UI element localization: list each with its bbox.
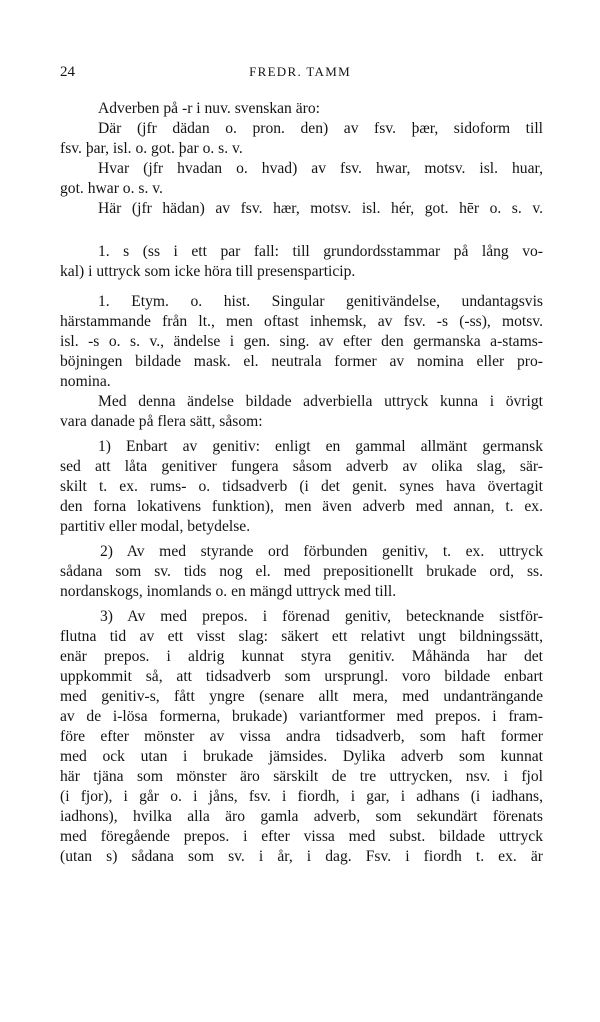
text-line: 1. s (ss i ett par fall: till grundordsstammar på lång vo- bbox=[98, 243, 543, 260]
text-line: Här (jfr hädan) av fsv. hær, motsv. isl. hér, got. hēr o. s. v. bbox=[98, 200, 543, 217]
text-line: den forna lokativens funktion), men även adverb med annan, t. ex. bbox=[60, 498, 543, 515]
text-line: nordanskogs, inomlands o. en mängd uttryck med till. bbox=[60, 583, 397, 600]
text-line: 2) Av med styrande ord förbunden genitiv, t. ex. uttryck bbox=[100, 543, 543, 560]
running-head: FREDR. TAMM bbox=[249, 64, 351, 79]
text-line: (i fjor), i går o. i jåns, fsv. i fiordh, i gar, i adhans (i iadhans, bbox=[60, 788, 543, 805]
text-line: skilt t. ex. rums- o. tidsadverb (i det genit. synes hava övertagit bbox=[60, 478, 543, 495]
text-line: Där (jfr dädan o. pron. den) av fsv. þær, sidoform till bbox=[98, 120, 543, 137]
text-line: här tjäna som mönster äro särskilt de tre uttrycken, nsv. i fjol bbox=[60, 768, 543, 785]
text-line: iadhons), hvilka alla äro gamla adverb, som sekundärt förenats bbox=[60, 808, 543, 825]
text-line: flutna tid av ett visst slag: säkert ett relativt ungt bildningssätt, bbox=[60, 628, 543, 645]
text-line: före efter mönster av vissa andra tidsadverb, som haft former bbox=[60, 728, 543, 745]
text-line: enär prepos. i aldrig kunnat styra genitiv. Måhända har det bbox=[60, 648, 543, 665]
text-line: härstammande från lt., men oftast inhemsk, av fsv. -s (-ss), motsv. bbox=[60, 313, 543, 330]
text-line: böjningen bildade mask. el. neutrala former av nomina eller pro- bbox=[60, 353, 543, 370]
text-line: partitiv eller modal, betydelse. bbox=[60, 518, 251, 535]
text-line: kal) i uttryck som icke höra till presensparticip. bbox=[60, 263, 356, 280]
text-line: Med denna ändelse bildade adverbiella uttryck kunna i övrigt bbox=[98, 393, 543, 410]
text-line: med ock utan i brukade jämsides. Dylika adverb som kunnat bbox=[60, 748, 543, 765]
text-line: (utan s) sådana som sv. i år, i dag. Fsv. i fiordh t. ex. är bbox=[60, 848, 543, 865]
text-line: Adverben på -r i nuv. svenskan äro: bbox=[98, 100, 320, 117]
text-line: sed att låta genitiver fungera såsom adverb av olika slag, sär- bbox=[60, 458, 543, 475]
text-line: sådana som sv. tids nog el. med prepositionellt brukade ord, ss. bbox=[60, 563, 543, 580]
text-line: Hvar (jfr hvadan o. hvad) av fsv. hwar, motsv. isl. huar, bbox=[98, 160, 543, 177]
text-line: av de i-lösa formerna, brukade) variantformer med prepos. i fram- bbox=[60, 708, 543, 725]
text-line: isl. -s o. s. v., ändelse i gen. sing. av efter den germanska a-stams- bbox=[60, 333, 543, 350]
text-line: 1) Enbart av genitiv: enligt en gammal allmänt germansk bbox=[98, 438, 543, 455]
text-line: 3) Av med prepos. i förenad genitiv, betecknande sistför- bbox=[100, 608, 543, 625]
text-line: got. hwar o. s. v. bbox=[60, 180, 163, 197]
text-line: vara danade på flera sätt, såsom: bbox=[60, 413, 263, 430]
text-line: med föregående prepos. i efter vissa med subst. bildade uttryck bbox=[60, 828, 543, 845]
text-line: 1. Etym. o. hist. Singular genitivändelse, undantagsvis bbox=[98, 293, 543, 310]
page-number: 24 bbox=[60, 64, 75, 80]
text-line: uppkommit så, att tidsadverb som ursprungl. voro bildade enbart bbox=[60, 668, 543, 685]
text-line: nomina. bbox=[60, 373, 111, 390]
text-line: fsv. þar, isl. o. got. þar o. s. v. bbox=[60, 140, 243, 157]
text-line: med genitiv-s, fått yngre (senare allt mera, med undanträngande bbox=[60, 688, 543, 705]
